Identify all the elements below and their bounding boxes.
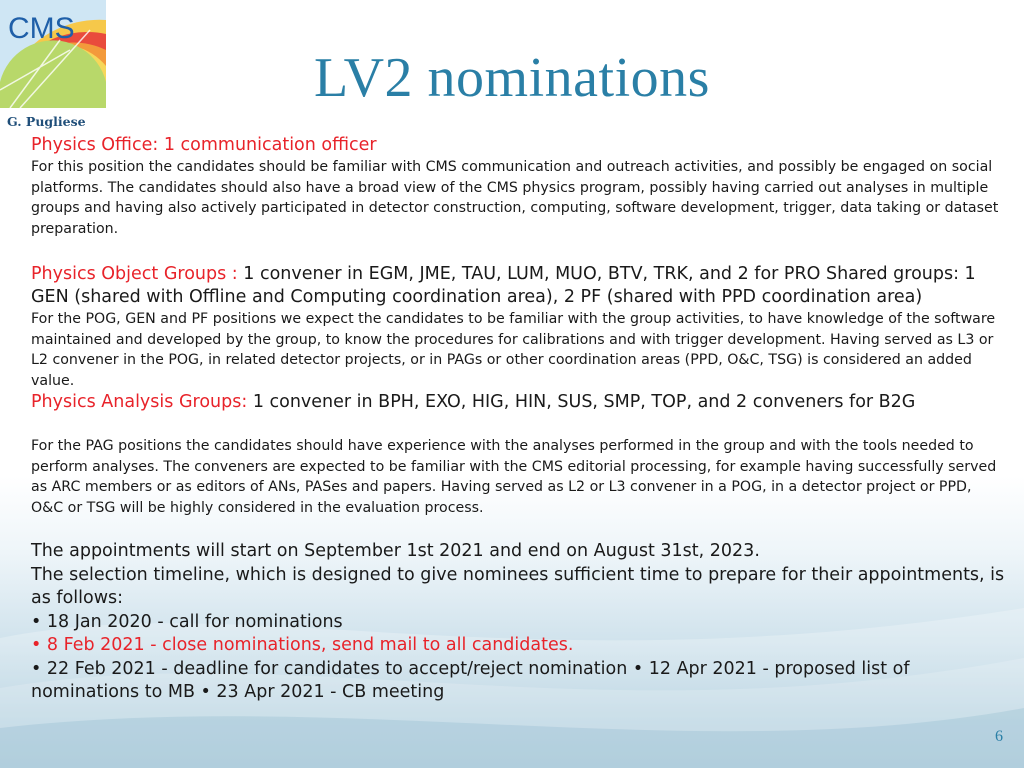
pag-heading-line	[31, 391, 1006, 414]
timeline-item-3: • 22 Feb 2021 - deadline for candidates to accept/reject nomination • 12 Apr 2021 - proposed list of nominations to MB • 23 Apr 2021 - CB meeting	[31, 658, 910, 702]
timeline-item-2: • 8 Feb 2021 - close nominations, send mail to all candidates.	[31, 635, 574, 655]
pag-heading: Physics Analysis Groups:	[31, 392, 253, 412]
pog-heading-rest: 1 convener in EGM, JME, TAU, LUM, MUO, BTV, TRK, and 2 for PRO Shared groups: 1 GEN (shared with Offline and Computing coordination area), 2 PF (shared with PPD coordination area)	[31, 264, 976, 307]
pog-heading-line	[31, 263, 1006, 309]
appointments-text: The appointments will start on September 1st 2021 and end on August 31st, 2023.	[31, 541, 760, 561]
author-name: G. Pugliese	[7, 114, 86, 129]
timeline-item-1: • 18 Jan 2020 - call for nominations	[31, 611, 343, 632]
pag-body: For the PAG positions the candidates should have experience with the analyses performed in the group and with the tools needed to perform analyses. The conveners are expected to be familiar with the CMS editorial processing, for example having successfully served as ARC members or as editors of ANs, PASes and papers. Having served as L2 or L3 convener in a POG, in a detector project or PPD, O&C or TSG will be highly considered in the evaluation process.	[31, 438, 997, 516]
slide-content	[31, 134, 1006, 705]
office-body: For this position the candidates should be familiar with CMS communication and outreach activities, and possibly be engaged on social platforms. The candidates should also have a broad view of the CMS physics program, possibly having carried out analyses in multiple groups and having also actively participated in detector construction, computing, software development, trigger, data taking or dataset preparation.	[31, 159, 999, 237]
office-heading: Physics Office: 1 communication officer	[31, 135, 377, 155]
timeline-intro: The selection timeline, which is designed to give nominees sufficient time to prepare for their appointments, is as follows:	[31, 564, 1005, 608]
pag-heading-rest: 1 convener in BPH, EXO, HIG, HIN, SUS, SMP, TOP, and 2 conveners for B2G	[252, 392, 916, 412]
pog-body: For the POG, GEN and PF positions we expect the candidates to be familiar with the group activities, to have knowledge of the software maintained and developed by the group, to know the procedures for calibrations and with trigger development. Having served as L3 or L2 convener in the POG, in related detector projects, or in PAGs or other coordination areas (PPD, O&C, TSG) is considered an added value.	[31, 311, 996, 389]
slide-title: LV2 nominations	[314, 47, 710, 109]
page-number: 6	[995, 728, 1003, 745]
pog-heading: Physics Object Groups :	[31, 264, 244, 284]
logo-text: CMS	[8, 12, 75, 45]
